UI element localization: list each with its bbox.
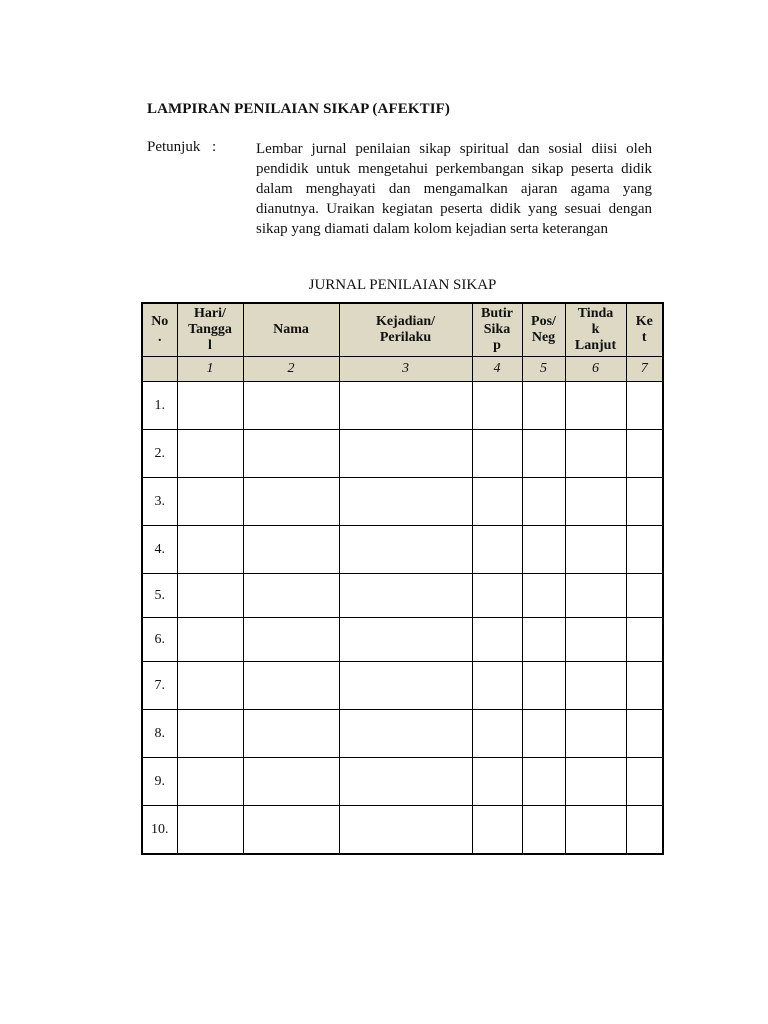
header-text: Tinda <box>577 306 614 321</box>
header-kejadian-perilaku <box>339 303 472 357</box>
entry-cell[interactable] <box>177 758 243 806</box>
entry-cell[interactable] <box>243 526 339 574</box>
entry-cell[interactable] <box>339 382 472 430</box>
entry-cell[interactable] <box>522 574 565 618</box>
entry-cell[interactable] <box>565 430 626 478</box>
header-text: t <box>641 330 647 345</box>
entry-cell[interactable] <box>177 430 243 478</box>
table-row <box>142 758 663 806</box>
header-text: . <box>158 330 162 345</box>
instructions-line: sikap yang diamati dalam kolom kejadian serta keterangan <box>256 221 608 237</box>
header-row <box>142 303 663 357</box>
entry-cell[interactable] <box>472 618 522 662</box>
header-text: k <box>591 322 600 337</box>
column-number: 4 <box>472 357 522 382</box>
table-row <box>142 430 663 478</box>
entry-cell[interactable] <box>522 478 565 526</box>
entry-cell[interactable] <box>472 806 522 855</box>
entry-cell[interactable] <box>626 478 663 526</box>
header-text: p <box>493 338 501 353</box>
entry-cell[interactable] <box>177 710 243 758</box>
header-text: Sika <box>483 322 511 337</box>
entry-cell[interactable] <box>339 618 472 662</box>
entry-cell[interactable] <box>243 574 339 618</box>
table-row <box>142 382 663 430</box>
table-body <box>142 382 663 855</box>
entry-cell[interactable] <box>339 710 472 758</box>
header-pos-neg <box>522 303 565 357</box>
entry-cell[interactable] <box>243 478 339 526</box>
entry-cell[interactable] <box>565 618 626 662</box>
header-nama <box>243 303 339 357</box>
entry-cell[interactable] <box>472 710 522 758</box>
header-text: Kejadian/ <box>375 314 436 329</box>
entry-cell[interactable] <box>177 618 243 662</box>
instructions-text <box>256 139 652 239</box>
table-row <box>142 618 663 662</box>
entry-cell[interactable] <box>243 662 339 710</box>
table-row <box>142 806 663 855</box>
column-number-row <box>142 357 663 382</box>
table-row <box>142 526 663 574</box>
instructions-line: Lembar jurnal penilaian sikap spiritual dan sosial diisi oleh <box>256 141 652 157</box>
entry-cell[interactable] <box>177 526 243 574</box>
header-text: Hari/ <box>194 306 226 321</box>
row-number: 1. <box>142 382 177 430</box>
entry-cell[interactable] <box>565 710 626 758</box>
entry-cell[interactable] <box>626 430 663 478</box>
entry-cell[interactable] <box>472 478 522 526</box>
column-number: 6 <box>565 357 626 382</box>
entry-cell[interactable] <box>243 806 339 855</box>
header-ket <box>626 303 663 357</box>
row-number: 6. <box>142 618 177 662</box>
entry-cell[interactable] <box>339 806 472 855</box>
entry-cell[interactable] <box>243 710 339 758</box>
entry-cell[interactable] <box>522 662 565 710</box>
entry-cell[interactable] <box>472 758 522 806</box>
entry-cell[interactable] <box>565 526 626 574</box>
row-number: 4. <box>142 526 177 574</box>
header-text: Pos/ <box>531 314 556 329</box>
header-tindak-lanjut <box>565 303 626 357</box>
entry-cell[interactable] <box>626 382 663 430</box>
table-title: JURNAL PENILAIAN SIKAP <box>308 277 497 293</box>
entry-cell[interactable] <box>339 574 472 618</box>
entry-cell[interactable] <box>177 574 243 618</box>
header-text: No <box>151 314 169 329</box>
journal-table <box>141 302 664 855</box>
column-number: 7 <box>626 357 663 382</box>
entry-cell[interactable] <box>243 618 339 662</box>
entry-cell[interactable] <box>243 430 339 478</box>
entry-cell[interactable] <box>339 478 472 526</box>
entry-cell[interactable] <box>626 526 663 574</box>
entry-cell[interactable] <box>565 758 626 806</box>
entry-cell[interactable] <box>522 758 565 806</box>
entry-cell[interactable] <box>626 710 663 758</box>
entry-cell[interactable] <box>626 618 663 662</box>
entry-cell[interactable] <box>177 382 243 430</box>
column-number: 5 <box>522 357 565 382</box>
entry-cell[interactable] <box>522 382 565 430</box>
entry-cell[interactable] <box>565 574 626 618</box>
column-number <box>142 357 177 382</box>
row-number: 3. <box>142 478 177 526</box>
header-text: Tangga <box>188 322 232 337</box>
column-number: 1 <box>177 357 243 382</box>
entry-cell[interactable] <box>522 710 565 758</box>
entry-cell[interactable] <box>339 758 472 806</box>
header-text: Butir <box>481 306 513 321</box>
instructions-label: Petunjuk <box>147 139 201 155</box>
header-text: Ke <box>635 314 653 329</box>
entry-cell[interactable] <box>472 430 522 478</box>
row-number: 5. <box>142 574 177 618</box>
header-text: l <box>208 338 212 353</box>
instructions-line: dalam menghayati dan mengamalkan ajaran agama yang <box>256 181 652 197</box>
entry-cell[interactable] <box>472 382 522 430</box>
entry-cell[interactable] <box>243 382 339 430</box>
entry-cell[interactable] <box>472 662 522 710</box>
entry-cell[interactable] <box>626 806 663 855</box>
entry-cell[interactable] <box>565 806 626 855</box>
row-number: 2. <box>142 430 177 478</box>
table-row <box>142 478 663 526</box>
header-text: Perilaku <box>379 330 432 345</box>
column-number: 3 <box>339 357 472 382</box>
entry-cell[interactable] <box>522 526 565 574</box>
entry-cell[interactable] <box>177 478 243 526</box>
header-butir-sikap <box>472 303 522 357</box>
entry-cell[interactable] <box>472 526 522 574</box>
entry-cell[interactable] <box>626 574 663 618</box>
entry-cell[interactable] <box>626 758 663 806</box>
table-row <box>142 710 663 758</box>
entry-cell[interactable] <box>339 430 472 478</box>
entry-cell[interactable] <box>177 662 243 710</box>
instructions-line: pendidik untuk mengetahui perkembangan sikap peserta didik <box>256 161 652 177</box>
entry-cell[interactable] <box>522 806 565 855</box>
entry-cell[interactable] <box>565 478 626 526</box>
entry-cell[interactable] <box>472 574 522 618</box>
instructions-colon: : <box>212 139 217 155</box>
header-text: Lanjut <box>574 338 617 353</box>
column-number: 2 <box>243 357 339 382</box>
entry-cell[interactable] <box>522 618 565 662</box>
table-row <box>142 662 663 710</box>
table-row <box>142 574 663 618</box>
document-heading: LAMPIRAN PENILAIAN SIKAP (AFEKTIF) <box>147 101 450 117</box>
row-number: 8. <box>142 710 177 758</box>
row-number: 9. <box>142 758 177 806</box>
instructions-line: dianutnya. Uraikan kegiatan peserta didik yang sesuai dengan <box>256 201 652 217</box>
row-number: 10. <box>142 806 177 855</box>
header-text: Neg <box>531 330 556 345</box>
header-hari-tanggal <box>177 303 243 357</box>
header-no <box>142 303 177 357</box>
entry-cell[interactable] <box>626 662 663 710</box>
entry-cell[interactable] <box>522 430 565 478</box>
entry-cell[interactable] <box>177 806 243 855</box>
header-text: Nama <box>273 322 309 337</box>
entry-cell[interactable] <box>565 662 626 710</box>
entry-cell[interactable] <box>565 382 626 430</box>
entry-cell[interactable] <box>243 758 339 806</box>
entry-cell[interactable] <box>339 526 472 574</box>
entry-cell[interactable] <box>339 662 472 710</box>
row-number: 7. <box>142 662 177 710</box>
